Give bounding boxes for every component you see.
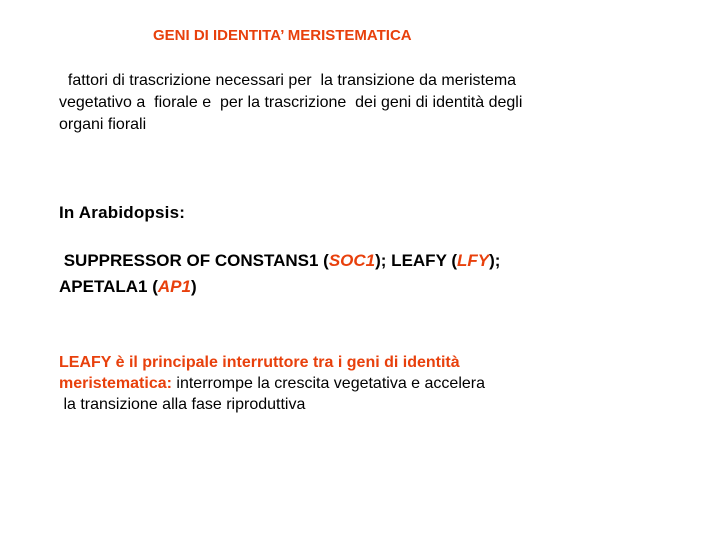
leafy-meristematica-label: meristematica: (59, 375, 172, 392)
leafy-line-2-rest: interrompe la crescita vegetativa e accelera (171, 375, 485, 392)
arabidopsis-heading: In Arabidopsis: (59, 203, 186, 222)
genes-text-soc-prefix: SUPPRESSOR OF CONSTANS1 ( (59, 251, 329, 270)
intro-line-3: organi fiorali (59, 116, 147, 133)
genes-list (59, 248, 659, 300)
gene-ap1: AP1 (157, 277, 191, 296)
genes-line-1 (59, 248, 659, 274)
intro-paragraph (59, 70, 619, 136)
intro-line-2: vegetativo a fiorale e per la trascrizione dei geni di identità degli (59, 94, 523, 111)
genes-text-leafy-prefix: ); LEAFY ( (375, 251, 457, 270)
gene-soc1: SOC1 (328, 251, 376, 270)
genes-text-apetala-prefix: APETALA1 ( (59, 277, 158, 296)
slide-title: GENI DI IDENTITA’ MERISTEMATICA (153, 27, 412, 44)
leafy-paragraph (59, 352, 659, 415)
genes-line-2 (59, 274, 659, 300)
intro-line-1: fattori di trascrizione necessari per la transizione da meristema (59, 72, 517, 89)
leafy-line-2 (59, 373, 659, 394)
leafy-line-1: LEAFY è il principale interruttore tra i geni di identità (59, 354, 460, 371)
gene-lfy: LFY (457, 251, 490, 270)
genes-text-line1-end: ); (489, 251, 501, 270)
leafy-line-3: la transizione alla fase riproduttiva (59, 396, 306, 413)
genes-text-line2-end: ) (190, 277, 197, 296)
